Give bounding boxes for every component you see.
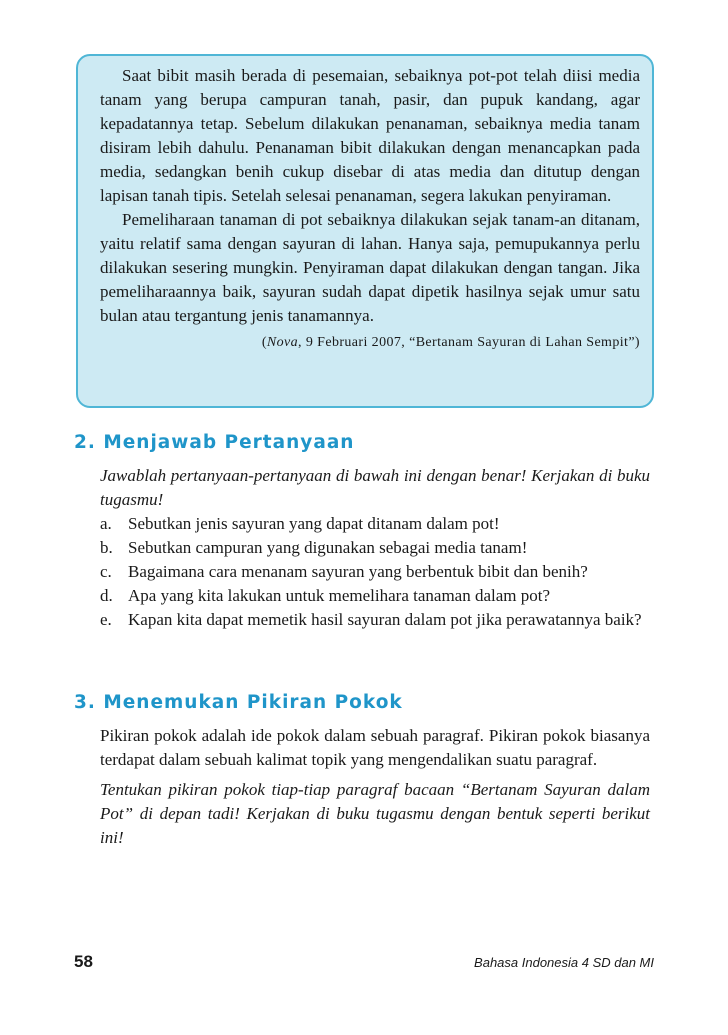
source-publication: Nova [266, 335, 299, 350]
question-item [100, 536, 650, 560]
question-letter: b. [100, 538, 113, 557]
question-text: Bagaimana cara menanam sayuran yang berbentuk bibit dan benih? [128, 562, 588, 581]
section-2-instruction: Jawablah pertanyaan-pertanyaan di bawah ini dengan benar! Kerjakan di buku tugasmu! [100, 466, 650, 509]
passage-source [100, 332, 640, 354]
question-letter: c. [100, 562, 112, 581]
question-letter: a. [100, 514, 112, 533]
section-3-instruction: Tentukan pikiran pokok tiap-tiap paragraf bacaan “Bertanam Sayuran dalam Pot” di depan tadi! Kerjakan di buku tugasmu dengan bentuk seperti berikut ini! [100, 780, 650, 847]
question-text: Sebutkan jenis sayuran yang dapat ditanam dalam pot! [128, 514, 500, 533]
source-details: , 9 Februari 2007, “Bertanam Sayuran di Lahan Sempit”) [298, 335, 640, 350]
question-letter: e. [100, 610, 112, 629]
question-item [100, 560, 650, 584]
passage-paragraph-2: Pemeliharaan tanaman di pot sebaiknya dilakukan sejak tanam-an ditanam, yaitu relatif sama dengan sayuran di lahan. Hanya saja, pemupukannya perlu dilakukan sesering mungkin. Penyiraman dapat dilakukan dengan tangan. Jika pemeliharaannya baik, sayuran sudah dapat dipetik hasilnya sejak umur satu bulan atau tergantung jenis tanamannya. [100, 210, 640, 325]
section-2-body [100, 464, 650, 632]
question-letter: d. [100, 586, 113, 605]
section-3-title: 3. Menemukan Pikiran Pokok [74, 692, 403, 713]
question-item [100, 512, 650, 536]
page-number: 58 [74, 952, 93, 971]
reading-passage [100, 64, 640, 354]
section-2-title: 2. Menjawab Pertanyaan [74, 432, 355, 453]
question-text: Sebutkan campuran yang digunakan sebagai media tanam! [128, 538, 528, 557]
question-list [100, 512, 650, 632]
question-text: Kapan kita dapat memetik hasil sayuran dalam pot jika perawatannya baik? [128, 610, 642, 629]
section-3-body [100, 724, 650, 850]
question-item [100, 584, 650, 608]
source-open: ( [261, 335, 267, 350]
question-text: Apa yang kita lakukan untuk memelihara tanaman dalam pot? [128, 586, 551, 605]
section-3-paragraph: Pikiran pokok adalah ide pokok dalam sebuah paragraf. Pikiran pokok biasanya terdapat dalam sebuah kalimat topik yang mengendalikan suatu paragraf. [100, 726, 650, 769]
book-title: Bahasa Indonesia 4 SD dan MI [474, 955, 654, 970]
question-item [100, 608, 650, 632]
passage-paragraph-1: Saat bibit masih berada di pesemaian, sebaiknya pot-pot telah diisi media tanam yang berupa campuran tanah, pasir, dan pupuk kandang, agar kepadatannya tetap. Sebelum dilakukan penanaman, sebaiknya media tanam disiram lebih dahulu. Penanaman bibit dilakukan dengan menancapkan pada media, sedangkan benih cukup disebar di atas media dan ditutup dengan lapisan tanah tipis. Setelah selesai penanaman, segera lakukan penyiraman. [100, 66, 640, 205]
